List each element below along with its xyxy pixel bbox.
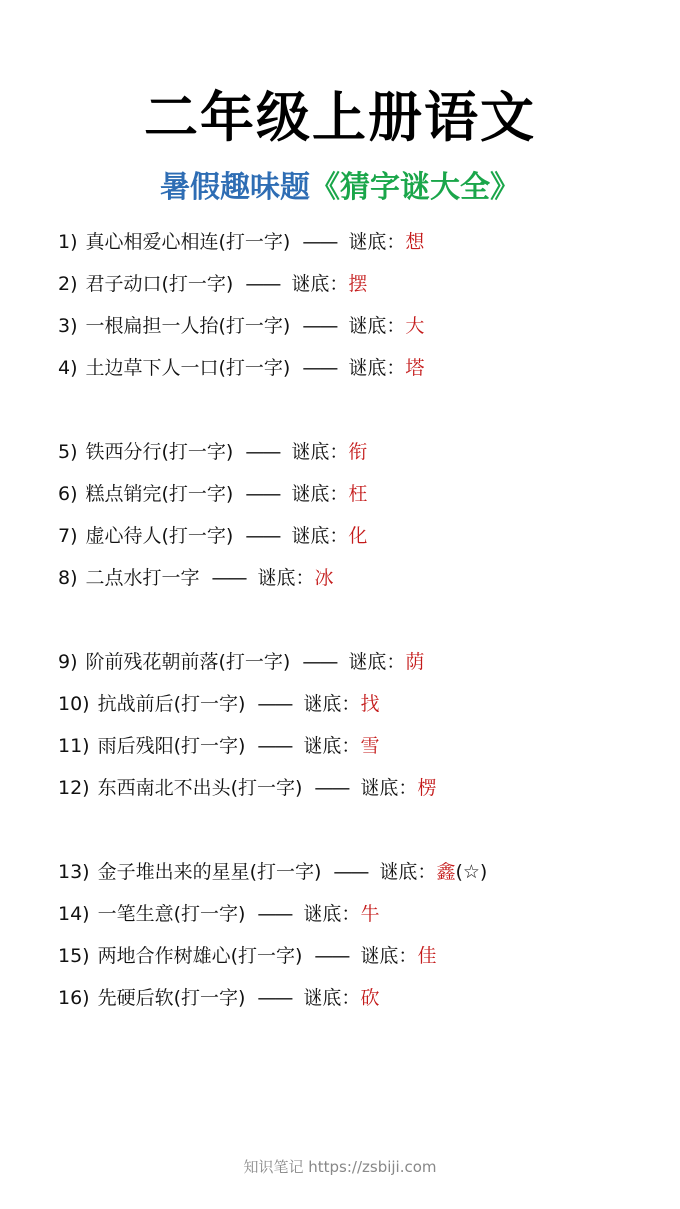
riddle-number: 16) xyxy=(58,987,90,1009)
riddle-group xyxy=(58,856,658,1024)
riddle-row xyxy=(58,226,658,268)
riddle-question: 糕点销完(打一字) xyxy=(85,483,234,505)
riddle-question: 阶前残花朝前落(打一字) xyxy=(85,651,291,673)
riddle-answer: 荫 xyxy=(405,651,425,673)
riddle-question: 一笔生意(打一字) xyxy=(97,903,246,925)
riddle-answer: 塔 xyxy=(405,357,425,379)
riddle-number: 1) xyxy=(58,231,78,253)
riddle-row xyxy=(58,436,658,478)
riddle-dash: —— xyxy=(245,483,280,505)
riddle-answer-label: 谜底： xyxy=(348,231,406,253)
riddle-group xyxy=(58,646,658,814)
riddle-question: 君子动口(打一字) xyxy=(85,273,234,295)
riddle-number: 12) xyxy=(58,777,90,799)
riddle-row xyxy=(58,982,658,1024)
riddle-question: 二点水打一字 xyxy=(85,567,200,589)
riddle-dash: —— xyxy=(314,945,349,967)
riddle-answer: 雪 xyxy=(360,735,380,757)
riddle-row xyxy=(58,478,658,520)
riddle-answer-label: 谜底： xyxy=(303,693,361,715)
riddle-question: 两地合作树雄心(打一字) xyxy=(97,945,303,967)
riddle-number: 11) xyxy=(58,735,90,757)
riddle-answer-label: 谜底： xyxy=(291,441,349,463)
riddle-answer: 佳 xyxy=(417,945,437,967)
riddle-answer-label: 谜底： xyxy=(257,567,315,589)
riddle-group xyxy=(58,436,658,604)
riddle-number: 7) xyxy=(58,525,78,547)
riddle-dash: —— xyxy=(257,987,292,1009)
riddle-dash: —— xyxy=(302,231,337,253)
riddle-number: 6) xyxy=(58,483,78,505)
subtitle-part-1: 暑假趣味题 xyxy=(160,170,310,205)
riddle-answer-label: 谜底： xyxy=(291,525,349,547)
riddle-row xyxy=(58,730,658,772)
riddle-answer: 冰 xyxy=(314,567,334,589)
riddle-dash: —— xyxy=(211,567,246,589)
riddle-dash: —— xyxy=(302,651,337,673)
riddle-answer: 砍 xyxy=(360,987,380,1009)
riddle-dash: —— xyxy=(333,861,368,883)
riddle-answer-label: 谜底： xyxy=(303,903,361,925)
riddle-number: 5) xyxy=(58,441,78,463)
riddle-answer-label: 谜底： xyxy=(379,861,437,883)
page-subtitle xyxy=(0,168,680,208)
riddle-number: 3) xyxy=(58,315,78,337)
riddle-row xyxy=(58,688,658,730)
riddle-question: 一根扁担一人抬(打一字) xyxy=(85,315,291,337)
riddle-answer: 衔 xyxy=(348,441,368,463)
riddle-question: 金子堆出来的星星(打一字) xyxy=(97,861,322,883)
subtitle-part-2: 《猜字谜大全》 xyxy=(310,170,520,205)
riddle-question: 土边草下人一口(打一字) xyxy=(85,357,291,379)
riddle-answer-label: 谜底： xyxy=(291,273,349,295)
riddle-number: 15) xyxy=(58,945,90,967)
riddle-question: 真心相爱心相连(打一字) xyxy=(85,231,291,253)
riddle-row xyxy=(58,310,658,352)
riddle-answer-label: 谜底： xyxy=(348,651,406,673)
riddle-answer-label: 谜底： xyxy=(348,315,406,337)
riddle-answer-label: 谜底： xyxy=(303,735,361,757)
riddle-answer: 鑫 xyxy=(436,861,456,883)
riddle-question: 东西南北不出头(打一字) xyxy=(97,777,303,799)
riddle-question: 铁西分行(打一字) xyxy=(85,441,234,463)
riddle-dash: —— xyxy=(245,273,280,295)
riddle-question: 虚心待人(打一字) xyxy=(85,525,234,547)
riddle-number: 10) xyxy=(58,693,90,715)
riddle-question: 先硬后软(打一字) xyxy=(97,987,246,1009)
riddle-dash: —— xyxy=(257,735,292,757)
riddle-answer-label: 谜底： xyxy=(348,357,406,379)
riddle-number: 2) xyxy=(58,273,78,295)
riddle-group xyxy=(58,226,658,394)
riddle-answer: 牛 xyxy=(360,903,380,925)
riddle-question: 抗战前后(打一字) xyxy=(97,693,246,715)
riddle-row xyxy=(58,856,658,898)
riddle-dash: —— xyxy=(314,777,349,799)
riddle-answer-label: 谜底： xyxy=(303,987,361,1009)
riddle-number: 9) xyxy=(58,651,78,673)
riddle-answer-label: 谜底： xyxy=(360,777,418,799)
riddle-number: 13) xyxy=(58,861,90,883)
riddle-dash: —— xyxy=(302,357,337,379)
riddle-list xyxy=(58,226,658,1066)
riddle-row xyxy=(58,520,658,562)
riddle-answer: 摆 xyxy=(348,273,368,295)
riddle-dash: —— xyxy=(257,693,292,715)
riddle-answer-label: 谜底： xyxy=(291,483,349,505)
riddle-row xyxy=(58,562,658,604)
riddle-answer: 枉 xyxy=(348,483,368,505)
riddle-answer: 楞 xyxy=(417,777,437,799)
riddle-answer: 想 xyxy=(405,231,425,253)
riddle-answer: 找 xyxy=(360,693,380,715)
riddle-number: 14) xyxy=(58,903,90,925)
riddle-row xyxy=(58,772,658,814)
riddle-answer-label: 谜底： xyxy=(360,945,418,967)
riddle-answer: 大 xyxy=(405,315,425,337)
riddle-number: 4) xyxy=(58,357,78,379)
riddle-question: 雨后残阳(打一字) xyxy=(97,735,246,757)
riddle-dash: —— xyxy=(302,315,337,337)
footer-watermark: 知识笔记 https://zsbiji.com xyxy=(243,1158,437,1176)
riddle-dash: —— xyxy=(257,903,292,925)
riddle-row xyxy=(58,898,658,940)
riddle-dash: —— xyxy=(245,525,280,547)
riddle-number: 8) xyxy=(58,567,78,589)
riddle-answer: 化 xyxy=(348,525,368,547)
riddle-row xyxy=(58,940,658,982)
page-title: 二年级上册语文 xyxy=(144,86,536,149)
riddle-row xyxy=(58,646,658,688)
riddle-row xyxy=(58,268,658,310)
riddle-row xyxy=(58,352,658,394)
riddle-dash: —— xyxy=(245,441,280,463)
riddle-note: (☆) xyxy=(455,861,488,883)
